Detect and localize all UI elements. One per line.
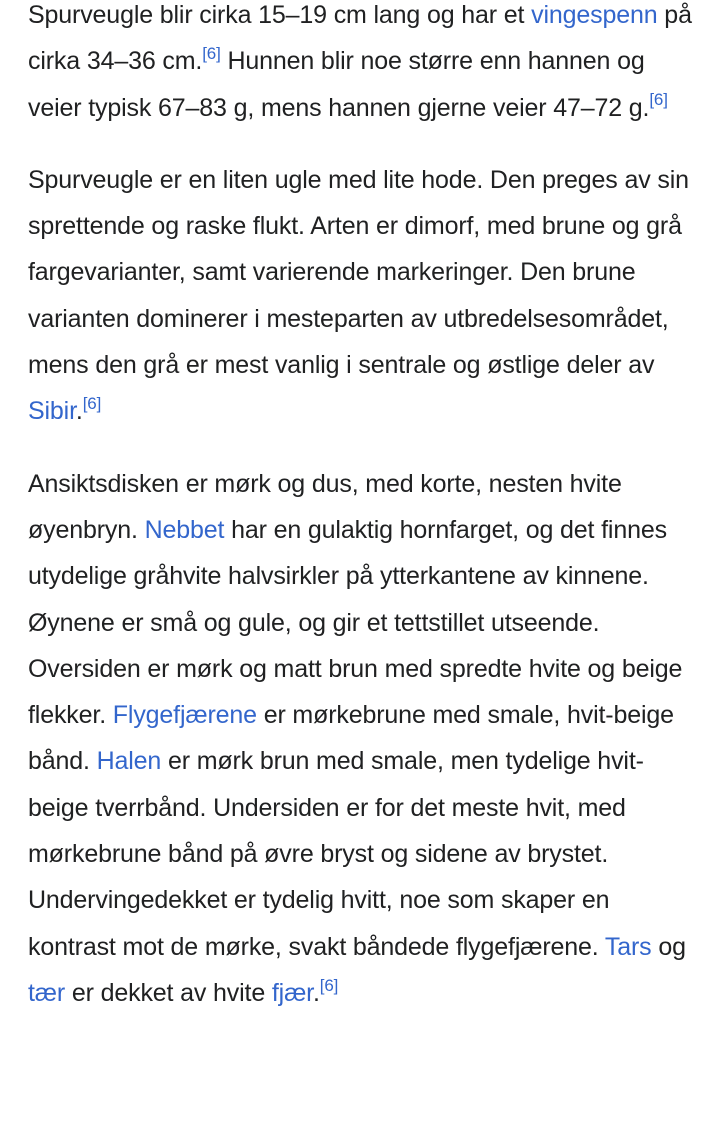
text: og [651, 932, 686, 961]
text: Spurveugle blir cirka 15–19 cm lang og har et [28, 1, 532, 29]
reference-6 [649, 90, 667, 109]
reference-link[interactable]: [6] [82, 394, 102, 414]
text: er mørkebrune med smale, hvit-beige bånd. [28, 701, 674, 776]
text: Spurveugle er en liten ugle med lite hode. Den preges av sin sprettende og raske flukt. Arten er dimorf, med brune og grå fargevarianter, samt varierende markeringer. Den brune varianten dominerer i mesteparten av utbredelsesområdet, mens den grå er mest vanlig i sentrale og østlige deler av [28, 165, 689, 380]
link-nebbet[interactable]: Nebbet [144, 515, 225, 544]
reference-6 [83, 394, 101, 413]
text: . [312, 978, 320, 1007]
reference-6 [202, 44, 220, 63]
link-fjaer[interactable]: fjær [271, 978, 313, 1007]
paragraph-size [28, 0, 692, 131]
text: på cirka 34–36 cm. [28, 1, 692, 76]
link-flygefjaerene[interactable]: Flygefjærene [112, 701, 257, 730]
reference-link[interactable]: [6] [649, 90, 668, 110]
text: Ansiktsdisken er mørk og dus, med korte, nesten hvite øyenbryn. [28, 469, 622, 544]
text: er dekket av hvite [65, 978, 272, 1007]
text: . [75, 397, 83, 426]
paragraph-plumage [28, 461, 692, 1017]
text: Hunnen blir noe større enn hannen og veier typisk 67–83 g, mens hannen gjerne veier 47–72 g. [28, 47, 650, 122]
link-vingespenn[interactable]: vingespenn [531, 1, 658, 29]
link-taer[interactable]: tær [28, 978, 66, 1007]
reference-link[interactable]: [6] [202, 43, 221, 63]
paragraph-appearance [28, 157, 692, 435]
reference-link[interactable]: [6] [319, 975, 339, 995]
link-halen[interactable]: Halen [96, 747, 162, 776]
text: har en gulaktig hornfarget, og det finnes utydelige gråhvite halvsirkler på ytterkantene av kinnene. Øynene er små og gule, og gir et tettstillet utseende. Oversiden er mørk og matt brun med spredte hvite og beige flekker. [28, 515, 683, 730]
link-tars[interactable]: Tars [604, 932, 652, 961]
reference-6 [320, 976, 338, 995]
link-sibir[interactable]: Sibir [28, 397, 76, 426]
text: er mørk brun med smale, men tydelige hvit-beige tverrbånd. Undersiden er for det meste hvit, med mørkebrune bånd på øvre bryst og sidene av brystet. Undervingedekket er tydelig hvitt, noe som skaper en kontrast mot de mørke, svakt båndede flygefjærene. [28, 747, 644, 961]
